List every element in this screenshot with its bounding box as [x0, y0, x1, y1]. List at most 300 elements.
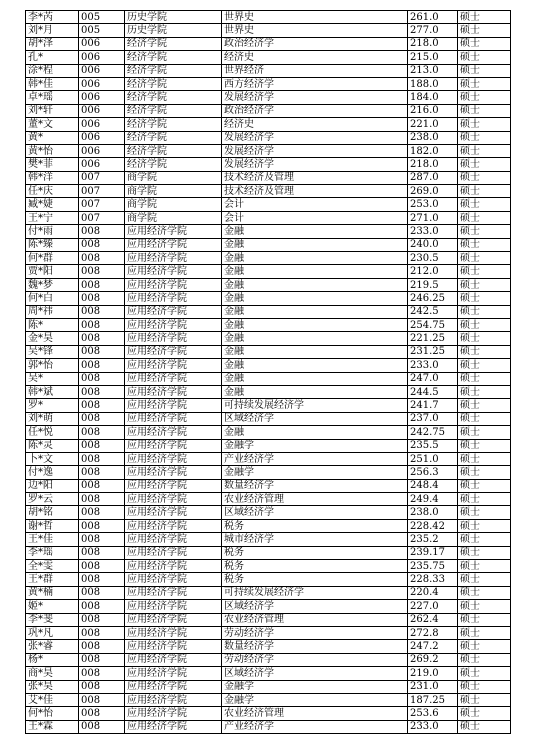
student-name-cell: 陈*灵	[26, 439, 79, 452]
score-cell: 218.0	[408, 158, 458, 171]
college-name-cell: 应用经济学院	[125, 573, 222, 586]
college-name-cell: 应用经济学院	[125, 292, 222, 305]
major-cell: 金融	[222, 265, 408, 278]
college-code-cell: 008	[79, 265, 125, 278]
college-code-cell: 008	[79, 466, 125, 479]
degree-cell: 硕士	[458, 292, 511, 305]
major-cell: 会计	[222, 198, 408, 211]
college-name-cell: 应用经济学院	[125, 546, 222, 559]
degree-cell: 硕士	[458, 238, 511, 251]
major-cell: 金融	[222, 305, 408, 318]
student-name-cell: 巩*凡	[26, 626, 79, 639]
student-name-cell: 胡*泽	[26, 37, 79, 50]
table-row	[26, 318, 511, 331]
college-name-cell: 应用经济学院	[125, 278, 222, 291]
score-cell: 230.5	[408, 252, 458, 265]
college-name-cell: 应用经济学院	[125, 439, 222, 452]
score-cell: 233.0	[408, 720, 458, 733]
college-name-cell: 应用经济学院	[125, 252, 222, 265]
college-name-cell: 应用经济学院	[125, 720, 222, 733]
college-code-cell: 008	[79, 707, 125, 720]
major-cell: 世界经济	[222, 64, 408, 77]
college-code-cell: 007	[79, 211, 125, 224]
major-cell: 金融	[222, 292, 408, 305]
degree-cell: 硕士	[458, 37, 511, 50]
college-code-cell: 008	[79, 613, 125, 626]
major-cell: 可持续发展经济学	[222, 586, 408, 599]
table-row	[26, 305, 511, 318]
college-name-cell: 应用经济学院	[125, 493, 222, 506]
college-name-cell: 应用经济学院	[125, 225, 222, 238]
major-cell: 区域经济学	[222, 506, 408, 519]
major-cell: 劳动经济学	[222, 653, 408, 666]
degree-cell: 硕士	[458, 265, 511, 278]
table-row	[26, 51, 511, 64]
degree-cell: 硕士	[458, 318, 511, 331]
score-cell: 242.5	[408, 305, 458, 318]
degree-cell: 硕士	[458, 693, 511, 706]
student-name-cell: 卓*瑶	[26, 91, 79, 104]
score-cell: 240.0	[408, 238, 458, 251]
college-code-cell: 008	[79, 305, 125, 318]
student-name-cell: 刘*萌	[26, 412, 79, 425]
college-name-cell: 商学院	[125, 171, 222, 184]
table-row	[26, 238, 511, 251]
degree-cell: 硕士	[458, 519, 511, 532]
major-cell: 金融	[222, 332, 408, 345]
college-code-cell: 008	[79, 359, 125, 372]
score-cell: 272.8	[408, 626, 458, 639]
college-name-cell: 经济学院	[125, 91, 222, 104]
major-cell: 金融	[222, 359, 408, 372]
college-name-cell: 商学院	[125, 198, 222, 211]
table-row	[26, 24, 511, 37]
college-name-cell: 应用经济学院	[125, 613, 222, 626]
college-name-cell: 应用经济学院	[125, 305, 222, 318]
score-cell: 219.0	[408, 667, 458, 680]
table-row	[26, 707, 511, 720]
admission-table-body	[26, 11, 511, 734]
major-cell: 金融	[222, 238, 408, 251]
score-cell: 227.0	[408, 600, 458, 613]
college-code-cell: 008	[79, 412, 125, 425]
degree-cell: 硕士	[458, 305, 511, 318]
score-cell: 251.0	[408, 452, 458, 465]
score-cell: 247.2	[408, 640, 458, 653]
college-code-cell: 008	[79, 626, 125, 639]
degree-cell: 硕士	[458, 278, 511, 291]
college-name-cell: 应用经济学院	[125, 318, 222, 331]
major-cell: 会计	[222, 211, 408, 224]
major-cell: 区域经济学	[222, 600, 408, 613]
score-cell: 235.5	[408, 439, 458, 452]
student-name-cell: 李*瑶	[26, 546, 79, 559]
table-row	[26, 640, 511, 653]
college-code-cell: 008	[79, 586, 125, 599]
score-cell: 221.0	[408, 118, 458, 131]
degree-cell: 硕士	[458, 452, 511, 465]
degree-cell: 硕士	[458, 332, 511, 345]
degree-cell: 硕士	[458, 131, 511, 144]
score-cell: 242.75	[408, 426, 458, 439]
score-cell: 253.0	[408, 198, 458, 211]
table-row	[26, 144, 511, 157]
major-cell: 发展经济学	[222, 131, 408, 144]
table-row	[26, 131, 511, 144]
college-code-cell: 005	[79, 11, 125, 24]
table-row	[26, 452, 511, 465]
table-row	[26, 586, 511, 599]
table-row	[26, 345, 511, 358]
score-cell: 269.0	[408, 185, 458, 198]
table-row	[26, 252, 511, 265]
table-row	[26, 533, 511, 546]
college-code-cell: 008	[79, 439, 125, 452]
table-row	[26, 385, 511, 398]
degree-cell: 硕士	[458, 252, 511, 265]
college-code-cell: 008	[79, 667, 125, 680]
college-code-cell: 008	[79, 680, 125, 693]
degree-cell: 硕士	[458, 185, 511, 198]
student-name-cell: 付*雨	[26, 225, 79, 238]
college-code-cell: 008	[79, 493, 125, 506]
score-cell: 239.17	[408, 546, 458, 559]
college-code-cell: 008	[79, 693, 125, 706]
college-code-cell: 006	[79, 51, 125, 64]
table-row	[26, 466, 511, 479]
degree-cell: 硕士	[458, 667, 511, 680]
college-code-cell: 007	[79, 185, 125, 198]
student-name-cell: 谢*哲	[26, 519, 79, 532]
degree-cell: 硕士	[458, 533, 511, 546]
table-row	[26, 211, 511, 224]
degree-cell: 硕士	[458, 412, 511, 425]
student-name-cell: 杨*	[26, 653, 79, 666]
degree-cell: 硕士	[458, 158, 511, 171]
major-cell: 经济史	[222, 118, 408, 131]
student-name-cell: 刘*轩	[26, 104, 79, 117]
college-code-cell: 008	[79, 345, 125, 358]
college-code-cell: 008	[79, 372, 125, 385]
score-cell: 277.0	[408, 24, 458, 37]
college-name-cell: 应用经济学院	[125, 359, 222, 372]
college-name-cell: 经济学院	[125, 158, 222, 171]
table-row	[26, 372, 511, 385]
degree-cell: 硕士	[458, 613, 511, 626]
degree-cell: 硕士	[458, 211, 511, 224]
college-name-cell: 应用经济学院	[125, 586, 222, 599]
table-row	[26, 198, 511, 211]
table-row	[26, 426, 511, 439]
degree-cell: 硕士	[458, 680, 511, 693]
college-code-cell: 006	[79, 64, 125, 77]
student-name-cell: 张*睿	[26, 640, 79, 653]
score-cell: 216.0	[408, 104, 458, 117]
college-name-cell: 应用经济学院	[125, 412, 222, 425]
degree-cell: 硕士	[458, 640, 511, 653]
student-name-cell: 罗*	[26, 399, 79, 412]
table-row	[26, 546, 511, 559]
admission-list-sheet	[25, 10, 511, 734]
student-name-cell: 张*昊	[26, 680, 79, 693]
college-name-cell: 经济学院	[125, 37, 222, 50]
college-name-cell: 商学院	[125, 211, 222, 224]
degree-cell: 硕士	[458, 345, 511, 358]
student-name-cell: 何*怡	[26, 707, 79, 720]
degree-cell: 硕士	[458, 51, 511, 64]
college-code-cell: 006	[79, 104, 125, 117]
college-name-cell: 应用经济学院	[125, 466, 222, 479]
degree-cell: 硕士	[458, 707, 511, 720]
student-name-cell: 刘*月	[26, 24, 79, 37]
degree-cell: 硕士	[458, 372, 511, 385]
major-cell: 农业经济管理	[222, 613, 408, 626]
college-code-cell: 008	[79, 640, 125, 653]
score-cell: 249.4	[408, 493, 458, 506]
college-code-cell: 006	[79, 131, 125, 144]
college-name-cell: 应用经济学院	[125, 626, 222, 639]
student-name-cell: 孔*	[26, 51, 79, 64]
score-cell: 238.0	[408, 131, 458, 144]
major-cell: 金融	[222, 426, 408, 439]
college-code-cell: 007	[79, 198, 125, 211]
score-cell: 218.0	[408, 37, 458, 50]
college-name-cell: 应用经济学院	[125, 426, 222, 439]
score-cell: 241.7	[408, 399, 458, 412]
degree-cell: 硕士	[458, 546, 511, 559]
score-cell: 256.3	[408, 466, 458, 479]
table-row	[26, 104, 511, 117]
major-cell: 数量经济学	[222, 479, 408, 492]
score-cell: 188.0	[408, 77, 458, 90]
table-row	[26, 77, 511, 90]
student-name-cell: 商*昊	[26, 667, 79, 680]
score-cell: 184.0	[408, 91, 458, 104]
score-cell: 246.25	[408, 292, 458, 305]
table-row	[26, 667, 511, 680]
table-row	[26, 37, 511, 50]
student-name-cell: 何*白	[26, 292, 79, 305]
college-name-cell: 应用经济学院	[125, 707, 222, 720]
college-code-cell: 008	[79, 519, 125, 532]
college-code-cell: 007	[79, 171, 125, 184]
degree-cell: 硕士	[458, 720, 511, 733]
score-cell: 237.0	[408, 412, 458, 425]
degree-cell: 硕士	[458, 11, 511, 24]
table-row	[26, 265, 511, 278]
major-cell: 技术经济及管理	[222, 185, 408, 198]
score-cell: 235.2	[408, 533, 458, 546]
degree-cell: 硕士	[458, 144, 511, 157]
score-cell: 215.0	[408, 51, 458, 64]
degree-cell: 硕士	[458, 91, 511, 104]
table-row	[26, 11, 511, 24]
student-name-cell: 李*斐	[26, 613, 79, 626]
table-row	[26, 613, 511, 626]
degree-cell: 硕士	[458, 198, 511, 211]
degree-cell: 硕士	[458, 439, 511, 452]
degree-cell: 硕士	[458, 104, 511, 117]
table-row	[26, 292, 511, 305]
college-name-cell: 应用经济学院	[125, 667, 222, 680]
college-name-cell: 应用经济学院	[125, 385, 222, 398]
college-name-cell: 应用经济学院	[125, 399, 222, 412]
major-cell: 金融	[222, 345, 408, 358]
score-cell: 254.75	[408, 318, 458, 331]
table-row	[26, 185, 511, 198]
major-cell: 金融学	[222, 693, 408, 706]
table-row	[26, 680, 511, 693]
degree-cell: 硕士	[458, 493, 511, 506]
score-cell: 248.4	[408, 479, 458, 492]
score-cell: 182.0	[408, 144, 458, 157]
score-cell: 187.25	[408, 693, 458, 706]
college-code-cell: 008	[79, 278, 125, 291]
table-row	[26, 225, 511, 238]
table-row	[26, 91, 511, 104]
college-code-cell: 008	[79, 533, 125, 546]
college-name-cell: 经济学院	[125, 144, 222, 157]
major-cell: 技术经济及管理	[222, 171, 408, 184]
major-cell: 发展经济学	[222, 158, 408, 171]
degree-cell: 硕士	[458, 653, 511, 666]
student-name-cell: 何*群	[26, 252, 79, 265]
student-name-cell: 贾*阳	[26, 265, 79, 278]
table-row	[26, 412, 511, 425]
student-name-cell: 吴*	[26, 372, 79, 385]
college-name-cell: 应用经济学院	[125, 600, 222, 613]
college-code-cell: 008	[79, 292, 125, 305]
major-cell: 发展经济学	[222, 91, 408, 104]
major-cell: 税务	[222, 519, 408, 532]
degree-cell: 硕士	[458, 506, 511, 519]
degree-cell: 硕士	[458, 118, 511, 131]
college-code-cell: 008	[79, 399, 125, 412]
major-cell: 产业经济学	[222, 720, 408, 733]
college-code-cell: 006	[79, 77, 125, 90]
degree-cell: 硕士	[458, 24, 511, 37]
degree-cell: 硕士	[458, 399, 511, 412]
major-cell: 西方经济学	[222, 77, 408, 90]
degree-cell: 硕士	[458, 426, 511, 439]
score-cell: 220.4	[408, 586, 458, 599]
degree-cell: 硕士	[458, 225, 511, 238]
table-row	[26, 720, 511, 733]
student-name-cell: 吴*锋	[26, 345, 79, 358]
college-code-cell: 008	[79, 720, 125, 733]
student-name-cell: 卜*文	[26, 452, 79, 465]
student-name-cell: 韩*洋	[26, 171, 79, 184]
college-code-cell: 008	[79, 479, 125, 492]
college-code-cell: 008	[79, 506, 125, 519]
degree-cell: 硕士	[458, 600, 511, 613]
major-cell: 区域经济学	[222, 667, 408, 680]
degree-cell: 硕士	[458, 466, 511, 479]
score-cell: 247.0	[408, 372, 458, 385]
major-cell: 世界史	[222, 24, 408, 37]
major-cell: 可持续发展经济学	[222, 399, 408, 412]
table-row	[26, 479, 511, 492]
college-code-cell: 008	[79, 573, 125, 586]
table-row	[26, 693, 511, 706]
score-cell: 261.0	[408, 11, 458, 24]
college-code-cell: 006	[79, 158, 125, 171]
student-name-cell: 涂*程	[26, 64, 79, 77]
major-cell: 税务	[222, 546, 408, 559]
college-name-cell: 经济学院	[125, 77, 222, 90]
student-name-cell: 陈*臻	[26, 238, 79, 251]
table-row	[26, 158, 511, 171]
student-name-cell: 王*佳	[26, 533, 79, 546]
score-cell: 235.75	[408, 560, 458, 573]
major-cell: 政治经济学	[222, 37, 408, 50]
college-name-cell: 应用经济学院	[125, 680, 222, 693]
score-cell: 219.5	[408, 278, 458, 291]
table-row	[26, 600, 511, 613]
score-cell: 287.0	[408, 171, 458, 184]
major-cell: 城市经济学	[222, 533, 408, 546]
score-cell: 221.25	[408, 332, 458, 345]
major-cell: 金融	[222, 252, 408, 265]
score-cell: 238.0	[408, 506, 458, 519]
student-name-cell: 黄*怡	[26, 144, 79, 157]
score-cell: 262.4	[408, 613, 458, 626]
college-name-cell: 应用经济学院	[125, 506, 222, 519]
major-cell: 金融	[222, 318, 408, 331]
degree-cell: 硕士	[458, 385, 511, 398]
college-code-cell: 008	[79, 332, 125, 345]
major-cell: 金融学	[222, 680, 408, 693]
college-name-cell: 应用经济学院	[125, 265, 222, 278]
student-name-cell: 臧*婕	[26, 198, 79, 211]
college-code-cell: 006	[79, 91, 125, 104]
degree-cell: 硕士	[458, 560, 511, 573]
college-name-cell: 经济学院	[125, 104, 222, 117]
table-row	[26, 399, 511, 412]
college-name-cell: 商学院	[125, 185, 222, 198]
major-cell: 金融	[222, 225, 408, 238]
score-cell: 228.42	[408, 519, 458, 532]
college-name-cell: 历史学院	[125, 11, 222, 24]
table-row	[26, 626, 511, 639]
student-name-cell: 付*逸	[26, 466, 79, 479]
major-cell: 发展经济学	[222, 144, 408, 157]
student-name-cell: 罗*云	[26, 493, 79, 506]
major-cell: 农业经济管理	[222, 707, 408, 720]
table-row	[26, 493, 511, 506]
college-name-cell: 经济学院	[125, 118, 222, 131]
student-name-cell: 周*祎	[26, 305, 79, 318]
table-row	[26, 278, 511, 291]
major-cell: 税务	[222, 573, 408, 586]
score-cell: 269.2	[408, 653, 458, 666]
college-code-cell: 008	[79, 318, 125, 331]
college-name-cell: 经济学院	[125, 131, 222, 144]
college-name-cell: 应用经济学院	[125, 653, 222, 666]
table-row	[26, 332, 511, 345]
student-name-cell: 王*宁	[26, 211, 79, 224]
table-row	[26, 359, 511, 372]
table-row	[26, 573, 511, 586]
degree-cell: 硕士	[458, 359, 511, 372]
college-name-cell: 应用经济学院	[125, 533, 222, 546]
student-name-cell: 魏*梦	[26, 278, 79, 291]
score-cell: 213.0	[408, 64, 458, 77]
major-cell: 政治经济学	[222, 104, 408, 117]
college-code-cell: 006	[79, 118, 125, 131]
college-code-cell: 008	[79, 546, 125, 559]
college-name-cell: 应用经济学院	[125, 372, 222, 385]
